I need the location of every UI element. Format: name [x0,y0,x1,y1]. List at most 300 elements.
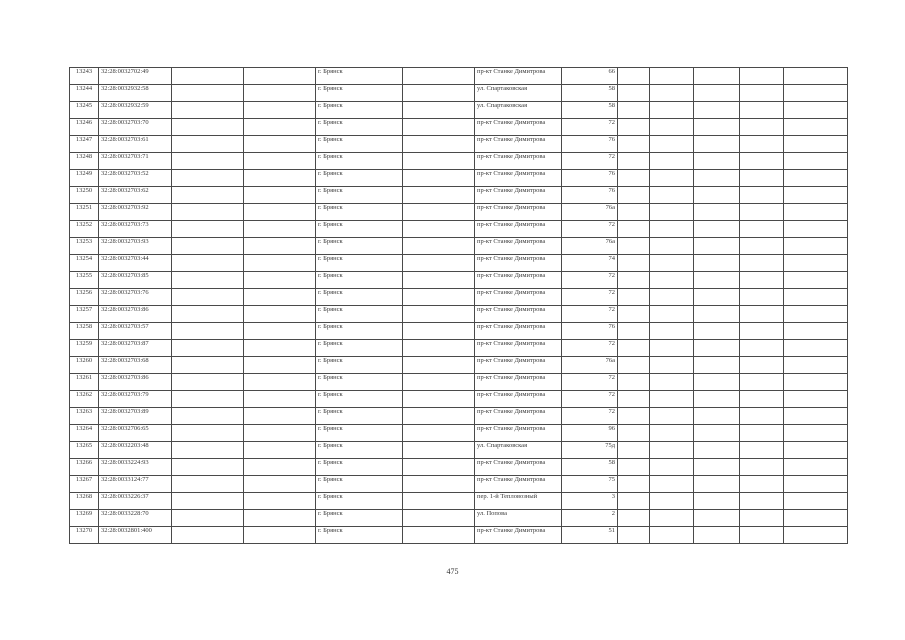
house-number-cell: 72 [562,408,618,425]
empty-cell [403,493,475,510]
empty-cell [618,527,650,544]
cadastral-number-cell: 32:28:0032703:79 [99,391,172,408]
city-cell: г. Брянск [316,306,403,323]
empty-cell [784,476,848,493]
empty-cell [244,510,316,527]
empty-cell [244,255,316,272]
cadastral-number-cell: 32:28:0032203:48 [99,442,172,459]
empty-cell [740,221,784,238]
empty-cell [694,476,740,493]
street-cell: пр-кт Станке Димитрова [475,272,562,289]
street-cell: ул. Спартаковская [475,102,562,119]
empty-cell [650,527,694,544]
street-cell: пр-кт Станке Димитрова [475,170,562,187]
table-row [70,221,848,238]
empty-cell [784,493,848,510]
street-cell: пр-кт Станке Димитрова [475,391,562,408]
cadastral-number-cell: 32:28:0032703:85 [99,272,172,289]
empty-cell [740,306,784,323]
cadastral-number-cell: 32:28:0032703:92 [99,204,172,221]
row-number-cell: 13264 [70,425,99,442]
empty-cell [784,425,848,442]
empty-cell [172,391,244,408]
row-number-cell: 13254 [70,255,99,272]
empty-cell [694,119,740,136]
city-cell: г. Брянск [316,510,403,527]
empty-cell [172,476,244,493]
empty-cell [740,136,784,153]
empty-cell [650,204,694,221]
empty-cell [650,153,694,170]
empty-cell [618,374,650,391]
empty-cell [172,459,244,476]
table-row [70,391,848,408]
empty-cell [694,442,740,459]
empty-cell [403,374,475,391]
empty-cell [244,459,316,476]
empty-cell [403,425,475,442]
empty-cell [403,221,475,238]
empty-cell [784,527,848,544]
empty-cell [650,493,694,510]
city-cell: г. Брянск [316,272,403,289]
empty-cell [650,221,694,238]
house-number-cell: 66 [562,68,618,85]
empty-cell [650,136,694,153]
empty-cell [740,68,784,85]
empty-cell [784,170,848,187]
empty-cell [403,272,475,289]
empty-cell [650,119,694,136]
house-number-cell: 72 [562,119,618,136]
empty-cell [784,255,848,272]
empty-cell [618,510,650,527]
empty-cell [244,306,316,323]
empty-cell [694,374,740,391]
table-row [70,340,848,357]
street-cell: ул. Спартаковская [475,85,562,102]
house-number-cell: 72 [562,289,618,306]
empty-cell [650,102,694,119]
empty-cell [172,102,244,119]
street-cell: пр-кт Станке Димитрова [475,459,562,476]
empty-cell [784,323,848,340]
empty-cell [244,85,316,102]
empty-cell [784,357,848,374]
table-row [70,306,848,323]
empty-cell [784,136,848,153]
empty-cell [618,425,650,442]
row-number-cell: 13258 [70,323,99,340]
empty-cell [244,289,316,306]
empty-cell [244,119,316,136]
table-row [70,374,848,391]
empty-cell [694,255,740,272]
empty-cell [694,391,740,408]
empty-cell [172,323,244,340]
empty-cell [244,238,316,255]
row-number-cell: 13247 [70,136,99,153]
empty-cell [403,238,475,255]
empty-cell [403,68,475,85]
street-cell: пр-кт Станке Димитрова [475,119,562,136]
empty-cell [694,187,740,204]
empty-cell [694,170,740,187]
cadastral-number-cell: 32:28:0032703:57 [99,323,172,340]
street-cell: пр-кт Станке Димитрова [475,204,562,221]
empty-cell [784,442,848,459]
empty-cell [618,357,650,374]
empty-cell [244,204,316,221]
empty-cell [244,102,316,119]
empty-cell [618,476,650,493]
street-cell: пр-кт Станке Димитрова [475,357,562,374]
empty-cell [740,170,784,187]
empty-cell [403,136,475,153]
empty-cell [618,340,650,357]
city-cell: г. Брянск [316,68,403,85]
empty-cell [403,357,475,374]
table-row [70,187,848,204]
city-cell: г. Брянск [316,357,403,374]
empty-cell [618,323,650,340]
empty-cell [694,85,740,102]
cadastral-number-cell: 32:28:0032703:76 [99,289,172,306]
empty-cell [172,119,244,136]
city-cell: г. Брянск [316,493,403,510]
cadastral-number-cell: 32:28:0032703:87 [99,340,172,357]
city-cell: г. Брянск [316,340,403,357]
empty-cell [694,357,740,374]
street-cell: пр-кт Станке Димитрова [475,323,562,340]
empty-cell [740,340,784,357]
empty-cell [172,340,244,357]
table-row [70,425,848,442]
row-number-cell: 13245 [70,102,99,119]
empty-cell [740,493,784,510]
empty-cell [618,153,650,170]
empty-cell [650,289,694,306]
house-number-cell: 76 [562,323,618,340]
empty-cell [244,425,316,442]
table-row [70,170,848,187]
empty-cell [740,289,784,306]
empty-cell [172,136,244,153]
row-number-cell: 13253 [70,238,99,255]
city-cell: г. Брянск [316,221,403,238]
row-number-cell: 13260 [70,357,99,374]
empty-cell [784,459,848,476]
house-number-cell: 76 [562,136,618,153]
empty-cell [244,272,316,289]
street-cell: пр-кт Станке Димитрова [475,374,562,391]
empty-cell [740,187,784,204]
house-number-cell: 72 [562,306,618,323]
empty-cell [403,510,475,527]
empty-cell [403,289,475,306]
empty-cell [618,493,650,510]
empty-cell [618,391,650,408]
empty-cell [403,85,475,102]
empty-cell [650,442,694,459]
house-number-cell: 76а [562,204,618,221]
empty-cell [172,238,244,255]
street-cell: пр-кт Станке Димитрова [475,289,562,306]
table-row [70,68,848,85]
empty-cell [740,408,784,425]
empty-cell [244,391,316,408]
street-cell: пр-кт Станке Димитрова [475,255,562,272]
empty-cell [740,374,784,391]
row-number-cell: 13266 [70,459,99,476]
empty-cell [618,170,650,187]
street-cell: пр-кт Станке Димитрова [475,527,562,544]
city-cell: г. Брянск [316,459,403,476]
cadastral-number-cell: 32:28:0032703:70 [99,119,172,136]
empty-cell [740,425,784,442]
city-cell: г. Брянск [316,102,403,119]
empty-cell [694,306,740,323]
empty-cell [650,68,694,85]
empty-cell [694,510,740,527]
empty-cell [740,442,784,459]
row-number-cell: 13270 [70,527,99,544]
row-number-cell: 13262 [70,391,99,408]
empty-cell [740,153,784,170]
row-number-cell: 13252 [70,221,99,238]
empty-cell [172,442,244,459]
empty-cell [784,102,848,119]
empty-cell [172,357,244,374]
street-cell: пр-кт Станке Димитрова [475,187,562,204]
empty-cell [244,323,316,340]
row-number-cell: 13265 [70,442,99,459]
city-cell: г. Брянск [316,187,403,204]
empty-cell [172,289,244,306]
empty-cell [172,272,244,289]
empty-cell [403,153,475,170]
empty-cell [244,408,316,425]
empty-cell [172,510,244,527]
empty-cell [694,425,740,442]
empty-cell [618,102,650,119]
empty-cell [403,340,475,357]
empty-cell [403,323,475,340]
house-number-cell: 96 [562,425,618,442]
empty-cell [618,306,650,323]
table-row [70,527,848,544]
empty-cell [618,289,650,306]
cadastral-number-cell: 32:28:0033224:93 [99,459,172,476]
empty-cell [244,136,316,153]
register-body [70,68,848,544]
empty-cell [740,391,784,408]
table-row [70,289,848,306]
empty-cell [618,238,650,255]
street-cell: пер. 1-й Тепловозный [475,493,562,510]
empty-cell [784,289,848,306]
table-row [70,204,848,221]
table-row [70,119,848,136]
row-number-cell: 13251 [70,204,99,221]
empty-cell [244,187,316,204]
empty-cell [172,408,244,425]
empty-cell [650,391,694,408]
row-number-cell: 13250 [70,187,99,204]
cadastral-number-cell: 32:28:0032932:58 [99,85,172,102]
city-cell: г. Брянск [316,425,403,442]
empty-cell [784,221,848,238]
empty-cell [403,204,475,221]
house-number-cell: 75 [562,476,618,493]
city-cell: г. Брянск [316,153,403,170]
empty-cell [740,527,784,544]
empty-cell [618,408,650,425]
house-number-cell: 76 [562,170,618,187]
empty-cell [740,510,784,527]
empty-cell [740,459,784,476]
empty-cell [650,425,694,442]
empty-cell [618,221,650,238]
cadastral-number-cell: 32:28:0032703:73 [99,221,172,238]
house-number-cell: 58 [562,85,618,102]
row-number-cell: 13244 [70,85,99,102]
empty-cell [172,85,244,102]
empty-cell [403,119,475,136]
empty-cell [740,255,784,272]
cadastral-number-cell: 32:28:0032703:68 [99,357,172,374]
house-number-cell: 76а [562,238,618,255]
cadastral-number-cell: 32:28:0032703:61 [99,136,172,153]
table-row [70,442,848,459]
house-number-cell: 76 [562,187,618,204]
empty-cell [618,187,650,204]
street-cell: ул. Попова [475,510,562,527]
house-number-cell: 58 [562,102,618,119]
cadastral-number-cell: 32:28:0032703:52 [99,170,172,187]
house-number-cell: 72 [562,391,618,408]
empty-cell [784,374,848,391]
empty-cell [740,323,784,340]
table-row [70,408,848,425]
empty-cell [694,527,740,544]
street-cell: пр-кт Станке Димитрова [475,408,562,425]
empty-cell [403,442,475,459]
empty-cell [784,306,848,323]
cadastral-number-cell: 32:28:0032703:86 [99,374,172,391]
cadastral-number-cell: 32:28:0032703:93 [99,238,172,255]
table-row [70,85,848,102]
row-number-cell: 13256 [70,289,99,306]
street-cell: пр-кт Станке Димитрова [475,306,562,323]
empty-cell [618,85,650,102]
empty-cell [784,391,848,408]
house-number-cell: 72 [562,221,618,238]
empty-cell [694,459,740,476]
empty-cell [172,425,244,442]
house-number-cell: 72 [562,374,618,391]
empty-cell [650,408,694,425]
empty-cell [694,238,740,255]
table-row [70,102,848,119]
empty-cell [403,459,475,476]
empty-cell [403,306,475,323]
street-cell: пр-кт Станке Димитрова [475,136,562,153]
empty-cell [650,374,694,391]
empty-cell [650,510,694,527]
house-number-cell: 2 [562,510,618,527]
empty-cell [740,238,784,255]
row-number-cell: 13246 [70,119,99,136]
empty-cell [650,323,694,340]
empty-cell [784,119,848,136]
city-cell: г. Брянск [316,289,403,306]
empty-cell [172,374,244,391]
empty-cell [244,442,316,459]
city-cell: г. Брянск [316,136,403,153]
empty-cell [244,153,316,170]
empty-cell [784,340,848,357]
empty-cell [172,204,244,221]
street-cell: пр-кт Станке Димитрова [475,238,562,255]
empty-cell [784,153,848,170]
empty-cell [172,68,244,85]
empty-cell [694,323,740,340]
row-number-cell: 13263 [70,408,99,425]
empty-cell [244,527,316,544]
empty-cell [172,221,244,238]
empty-cell [618,68,650,85]
empty-cell [403,102,475,119]
cadastral-number-cell: 32:28:0033226:37 [99,493,172,510]
table-row [70,357,848,374]
cadastral-number-cell: 32:28:0032702:49 [99,68,172,85]
city-cell: г. Брянск [316,408,403,425]
row-number-cell: 13243 [70,68,99,85]
cadastral-number-cell: 32:28:0032703:71 [99,153,172,170]
empty-cell [172,170,244,187]
table-row [70,323,848,340]
city-cell: г. Брянск [316,119,403,136]
table-row [70,510,848,527]
empty-cell [172,153,244,170]
empty-cell [618,255,650,272]
empty-cell [172,255,244,272]
empty-cell [694,408,740,425]
street-cell: пр-кт Станке Димитрова [475,476,562,493]
empty-cell [403,187,475,204]
street-cell: пр-кт Станке Димитрова [475,153,562,170]
row-number-cell: 13267 [70,476,99,493]
table-row [70,238,848,255]
empty-cell [244,340,316,357]
city-cell: г. Брянск [316,323,403,340]
table-row [70,459,848,476]
empty-cell [740,102,784,119]
empty-cell [694,68,740,85]
city-cell: г. Брянск [316,527,403,544]
empty-cell [784,510,848,527]
register-table [69,67,848,544]
street-cell: пр-кт Станке Димитрова [475,221,562,238]
city-cell: г. Брянск [316,442,403,459]
cadastral-number-cell: 32:28:0033124:77 [99,476,172,493]
row-number-cell: 13268 [70,493,99,510]
empty-cell [244,221,316,238]
empty-cell [650,170,694,187]
empty-cell [694,272,740,289]
city-cell: г. Брянск [316,255,403,272]
